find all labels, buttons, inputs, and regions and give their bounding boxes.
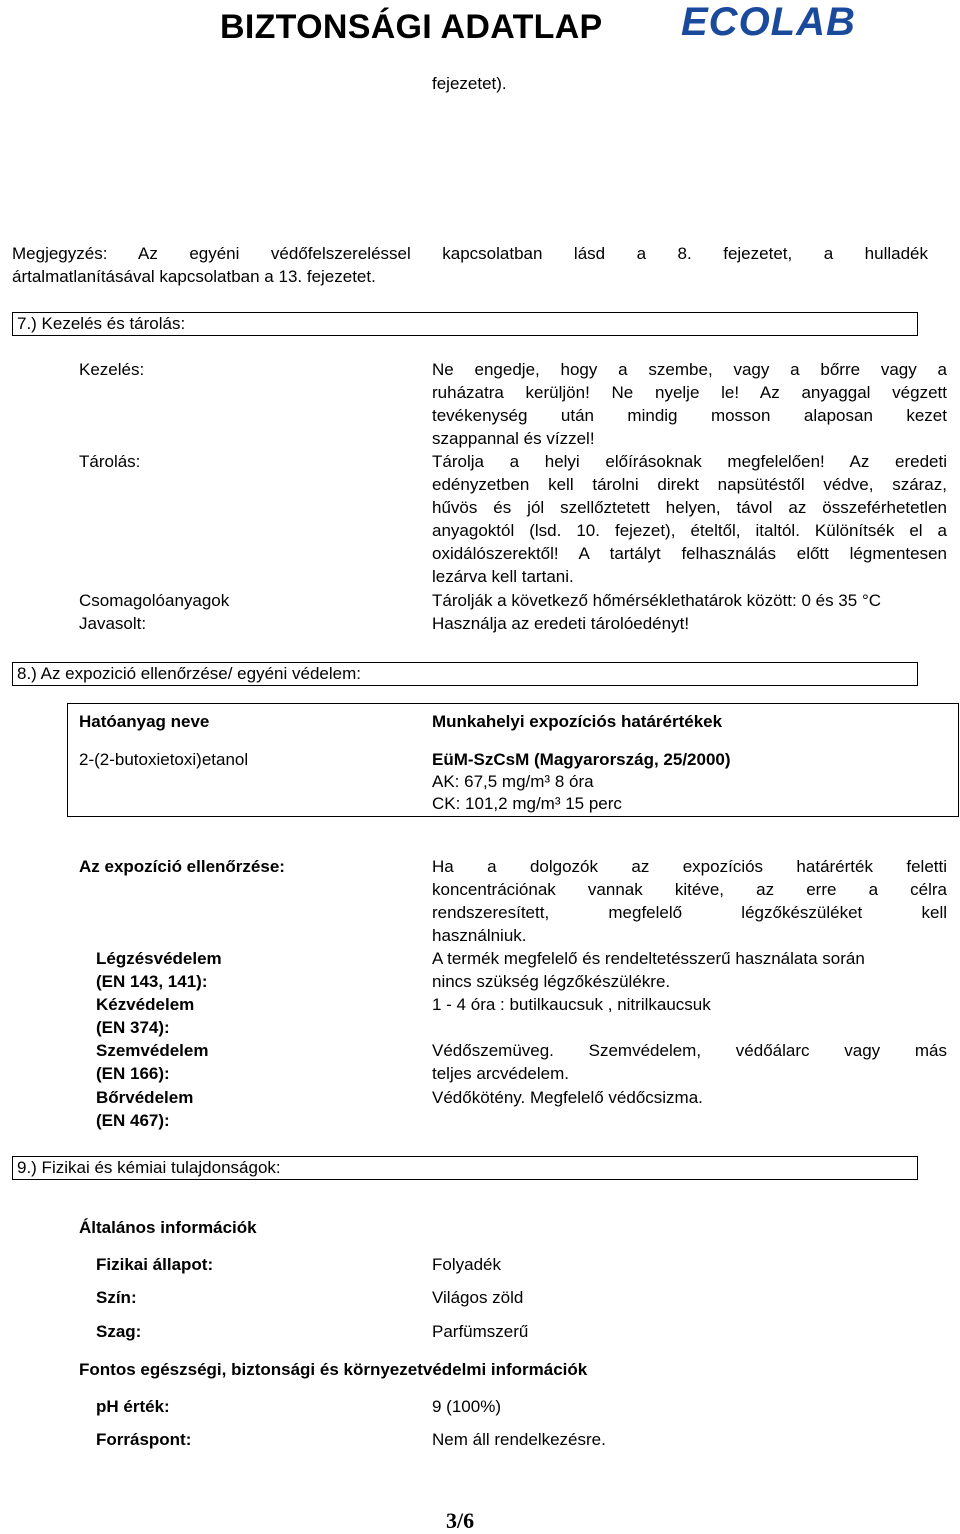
color-label: Szín: xyxy=(96,1288,137,1307)
table-cell-limit-title: EüM-SzCsM (Magyarország, 25/2000) xyxy=(432,750,731,769)
ecolab-logo xyxy=(681,2,871,42)
table-header-limits: Munkahelyi expozíciós határértékek xyxy=(432,712,723,731)
hand-protection-standard: (EN 374): xyxy=(96,1018,170,1037)
respiratory-line-1: A termék megfelelő és rendeltetésszerű használata során xyxy=(432,949,865,968)
table-cell-ak: AK: 67,5 mg/m³ 8 óra xyxy=(432,772,594,791)
storage-line-1: Tárolja a helyi előírásoknak megfelelően! Az eredeti xyxy=(432,452,947,471)
eye-protection-label: Szemvédelem xyxy=(96,1041,209,1060)
exposure-line-1: Ha a dolgozók az expozíciós határérték feletti xyxy=(432,857,947,876)
exposure-line-3: rendszeresített, megfelelő légzőkészüléket kell xyxy=(432,903,947,922)
section-7-header: 7.) Kezelés és tárolás: xyxy=(12,312,918,336)
color-value: Világos zöld xyxy=(432,1288,524,1307)
eye-protection-standard: (EN 166): xyxy=(96,1064,170,1083)
note-line-2: ártalmatlanításával kapcsolatban a 13. fejezetet. xyxy=(12,267,376,286)
continued-fragment: fejezetet). xyxy=(432,74,507,93)
skin-protection-standard: (EN 467): xyxy=(96,1111,170,1130)
odor-value: Parfümszerű xyxy=(432,1322,529,1341)
respiratory-line-2: nincs szükség légzőkészülékre. xyxy=(432,972,671,991)
recommended-value: Használja az eredeti tárolóedényt! xyxy=(432,614,690,633)
packaging-value: Tárolják a következő hőmérséklethatárok között: 0 és 35 °C xyxy=(432,591,882,610)
note-line-1: Megjegyzés: Az egyéni védőfelszereléssel kapcsolatban lásd a 8. fejezetet, a hulladék xyxy=(12,244,928,263)
respiratory-label: Légzésvédelem xyxy=(96,949,222,968)
odor-label: Szag: xyxy=(96,1322,142,1341)
hand-protection-label: Kézvédelem xyxy=(96,995,195,1014)
storage-line-4: anyagoktól (lsd. 10. fejezet), ételtől, italtól. Különítsék el a xyxy=(432,521,947,540)
logo-text: ECOLAB xyxy=(681,2,856,42)
hand-protection-value: 1 - 4 óra : butilkaucsuk , nitrilkaucsuk xyxy=(432,995,711,1014)
handling-line-2: ruházatra kerüljön! Ne nyelje le! Az anyaggal végzett xyxy=(432,383,947,402)
section-9-header: 9.) Fizikai és kémiai tulajdonságok: xyxy=(12,1156,918,1180)
skin-protection-label: Bőrvédelem xyxy=(96,1088,194,1107)
ph-label: pH érték: xyxy=(96,1397,170,1416)
important-info-title: Fontos egészségi, biztonsági és környezetvédelmi információk xyxy=(79,1360,588,1379)
page-number: 3/6 xyxy=(446,1508,475,1533)
document-title: BIZTONSÁGI ADATLAP xyxy=(220,8,603,46)
skin-protection-value: Védőkötény. Megfelelő védőcsizma. xyxy=(432,1088,703,1107)
boiling-point-value: Nem áll rendelkezésre. xyxy=(432,1430,606,1449)
packaging-label: Csomagolóanyagok xyxy=(79,591,230,610)
general-info-title: Általános információk xyxy=(79,1218,257,1237)
storage-line-2: edényzetben kell tárolni direkt napsütéstől védve, száraz, xyxy=(432,475,947,494)
handling-line-1: Ne engedje, hogy a szembe, vagy a bőrre vagy a xyxy=(432,360,947,379)
storage-line-3: hűvös és jól szellőztetett helyen, távol az összeférhetetlen xyxy=(432,498,947,517)
exposure-control-label: Az expozíció ellenőrzése: xyxy=(79,857,285,876)
physical-state-label: Fizikai állapot: xyxy=(96,1255,214,1274)
table-header-substance: Hatóanyag neve xyxy=(79,712,210,731)
recommended-label: Javasolt: xyxy=(79,614,147,633)
storage-line-6: lezárva kell tartani. xyxy=(432,567,574,586)
storage-label: Tárolás: xyxy=(79,452,141,471)
boiling-point-label: Forráspont: xyxy=(96,1430,192,1449)
handling-line-3: tevékenység után mindig mosson alaposan kezet xyxy=(432,406,947,425)
exposure-line-4: használniuk. xyxy=(432,926,527,945)
respiratory-standard: (EN 143, 141): xyxy=(96,972,208,991)
table-cell-ck: CK: 101,2 mg/m³ 15 perc xyxy=(432,794,622,813)
eye-protection-line-1: Védőszemüveg. Szemvédelem, védőálarc vagy más xyxy=(432,1041,947,1060)
handling-label: Kezelés: xyxy=(79,360,145,379)
eye-protection-line-2: teljes arcvédelem. xyxy=(432,1064,570,1083)
handling-line-4: szappannal és vízzel! xyxy=(432,429,595,448)
physical-state-value: Folyadék xyxy=(432,1255,501,1274)
section-8-header: 8.) Az expozició ellenőrzése/ egyéni védelem: xyxy=(12,662,918,686)
exposure-line-2: koncentrációnak vannak kitéve, az erre a célra xyxy=(432,880,947,899)
storage-line-5: oxidálószerektől! A tartályt felhasználás előtt légmentesen xyxy=(432,544,947,563)
ph-value: 9 (100%) xyxy=(432,1397,501,1416)
table-cell-substance: 2-(2-butoxietoxi)etanol xyxy=(79,750,249,769)
